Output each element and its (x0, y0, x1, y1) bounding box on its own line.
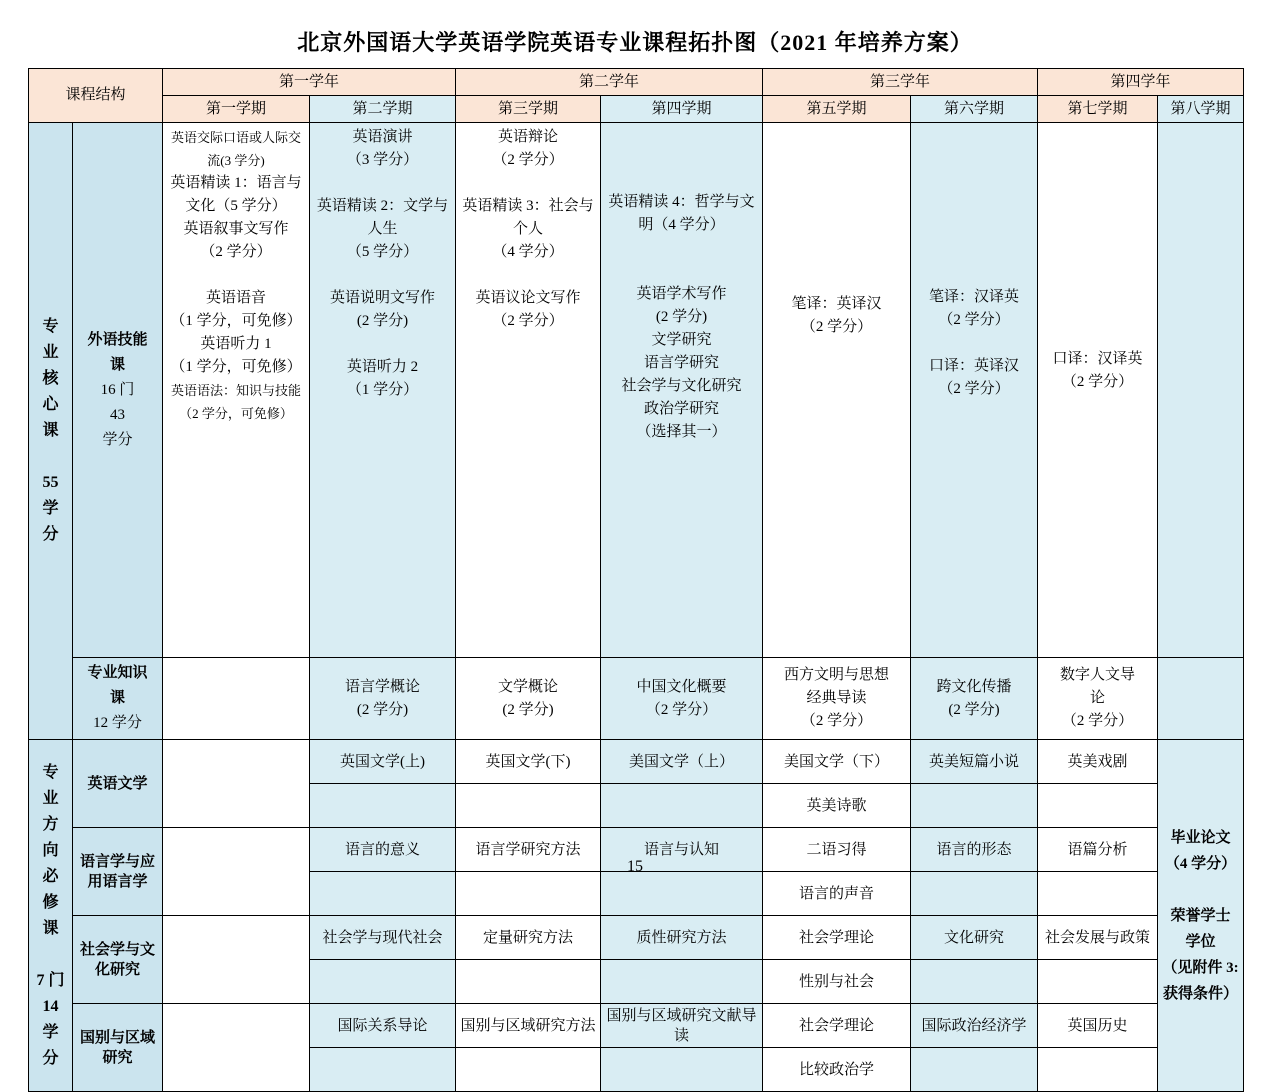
cell-area-r1-sem2: 国际关系导论 (310, 1004, 456, 1048)
cell-knowledge-sem4: 中国文化概要 （2 学分） (601, 658, 763, 740)
curriculum-table (28, 68, 1244, 1092)
cell-skills-sem7: 口译：汉译英 （2 学分） (1038, 123, 1158, 658)
cell-thesis-sem8: 毕业论文 （4 学分） 荣誉学士 学位 （见附件 3: 获得条件） (1158, 740, 1244, 1092)
cell-area-r2-sem4 (601, 1048, 763, 1092)
cell-englit-r1-sem2: 英国文学(上) (310, 740, 456, 784)
direction-row-sociology-1 (29, 916, 1244, 960)
semester-header-6: 第六学期 (911, 96, 1038, 123)
semester-header-3: 第三学期 (456, 96, 601, 123)
group-label-direction-courses: 专 业 方 向 必 修 课 7 门 14 学 分 (29, 740, 73, 1092)
cell-englit-r2-sem2 (310, 784, 456, 828)
cell-ling-r2-sem2 (310, 872, 456, 916)
cell-skills-sem5: 笔译：英译汉 （2 学分） (763, 123, 911, 658)
group-label-core-courses: 专 业 核 心 课 55 学 分 (29, 123, 73, 740)
cell-area-sem1 (163, 1004, 310, 1092)
cell-area-r2-sem3 (456, 1048, 601, 1092)
cell-soc-r2-sem6 (911, 960, 1038, 1004)
direction-row-englit-1 (29, 740, 1244, 784)
cell-area-r1-sem7: 英国历史 (1038, 1004, 1158, 1048)
cell-ling-r2-sem4 (601, 872, 763, 916)
semester-header-7: 第七学期 (1038, 96, 1158, 123)
cell-soc-r2-sem7 (1038, 960, 1158, 1004)
category-linguistics: 语言学与应用语言学 (73, 828, 163, 916)
cell-area-r2-sem2 (310, 1048, 456, 1092)
cell-soc-r1-sem3: 定量研究方法 (456, 916, 601, 960)
semester-header-1: 第一学期 (163, 96, 310, 123)
semester-header-8: 第八学期 (1158, 96, 1244, 123)
cell-area-r2-sem7 (1038, 1048, 1158, 1092)
cell-knowledge-sem1 (163, 658, 310, 740)
direction-row-area-studies-1 (29, 1004, 1244, 1048)
cell-skills-sem4: 英语精读 4：哲学与文明（4 学分） 英语学术写作 (2 学分) 文学研究 语言学研究 社会学与文化研究 政治学研究 （选择其一） (601, 123, 763, 658)
cell-knowledge-sem8 (1158, 658, 1244, 740)
cell-soc-r1-sem2: 社会学与现代社会 (310, 916, 456, 960)
cell-area-r1-sem4: 国别与区域研究文献导读 (601, 1004, 763, 1048)
cell-ling-r2-sem3 (456, 872, 601, 916)
cell-skills-sem8 (1158, 123, 1244, 658)
cell-ling-r2-sem5: 语言的声音 (763, 872, 911, 916)
cell-knowledge-sem3: 文学概论 (2 学分) (456, 658, 601, 740)
cell-ling-r2-sem7 (1038, 872, 1158, 916)
cell-englit-r1-sem3: 英国文学(下) (456, 740, 601, 784)
category-english-literature: 英语文学 (73, 740, 163, 828)
cell-skills-sem3: 英语辩论 （2 学分） 英语精读 3：社会与个人 （4 学分） 英语议论文写作 （2 学分） (456, 123, 601, 658)
cell-area-r1-sem5: 社会学理论 (763, 1004, 911, 1048)
page-title: 北京外国语大学英语学院英语专业课程拓扑图（2021 年培养方案） (297, 30, 973, 55)
cell-area-r2-sem6 (911, 1048, 1038, 1092)
cell-englit-r2-sem3 (456, 784, 601, 828)
cell-area-r2-sem5: 比较政治学 (763, 1048, 911, 1092)
cell-englit-r2-sem7 (1038, 784, 1158, 828)
semester-header-row (29, 96, 1244, 123)
year-header-1: 第一学年 (163, 69, 456, 96)
cell-englit-r2-sem4 (601, 784, 763, 828)
category-area-studies: 国别与区域研究 (73, 1004, 163, 1092)
semester-header-4: 第四学期 (601, 96, 763, 123)
cell-knowledge-sem2: 语言学概论 (2 学分) (310, 658, 456, 740)
cell-soc-r2-sem5: 性别与社会 (763, 960, 911, 1004)
cell-englit-r1-sem5: 美国文学（下） (763, 740, 911, 784)
cell-ling-r1-sem6: 语言的形态 (911, 828, 1038, 872)
year-header-row (29, 69, 1244, 96)
cell-englit-r1-sem6: 英美短篇小说 (911, 740, 1038, 784)
cell-knowledge-sem7: 数字人文导 论 （2 学分） (1038, 658, 1158, 740)
cell-knowledge-sem5: 西方文明与思想 经典导读 （2 学分） (763, 658, 911, 740)
cell-skills-sem6: 笔译：汉译英 （2 学分） 口译：英译汉 （2 学分） (911, 123, 1038, 658)
cell-ling-r2-sem6 (911, 872, 1038, 916)
cell-englit-r1-sem7: 英美戏剧 (1038, 740, 1158, 784)
page-number: 15 (627, 858, 643, 875)
cell-skills-sem2: 英语演讲 （3 学分） 英语精读 2：文学与人生 （5 学分） 英语说明文写作 (2 学分) 英语听力 2 （1 学分） (310, 123, 456, 658)
category-professional-knowledge: 专业知识 课 12 学分 (73, 658, 163, 740)
knowledge-row (29, 658, 1244, 740)
cell-ling-r1-sem7: 语篇分析 (1038, 828, 1158, 872)
cell-englit-r2-sem5: 英美诗歌 (763, 784, 911, 828)
category-foreign-language-skills: 外语技能 课 16 门 43 学分 (73, 123, 163, 658)
cell-ling-r1-sem4: 语言与认知 (601, 828, 763, 872)
cell-englit-r2-sem6 (911, 784, 1038, 828)
cell-soc-r1-sem5: 社会学理论 (763, 916, 911, 960)
skills-row (29, 123, 1244, 658)
cell-englit-sem1 (163, 740, 310, 828)
cell-soc-r1-sem4: 质性研究方法 (601, 916, 763, 960)
cell-ling-r1-sem3: 语言学研究方法 (456, 828, 601, 872)
cell-soc-r2-sem2 (310, 960, 456, 1004)
semester-header-5: 第五学期 (763, 96, 911, 123)
semester-header-2: 第二学期 (310, 96, 456, 123)
cell-knowledge-sem6: 跨文化传播 (2 学分) (911, 658, 1038, 740)
cell-area-r1-sem3: 国别与区域研究方法 (456, 1004, 601, 1048)
cell-ling-r1-sem5: 二语习得 (763, 828, 911, 872)
category-sociology-culture: 社会学与文化研究 (73, 916, 163, 1004)
cell-englit-r1-sem4: 美国文学（上） (601, 740, 763, 784)
year-header-4: 第四学年 (1038, 69, 1244, 96)
cell-skills-sem1: 英语交际口语或人际交流(3 学分) 英语精读 1：语言与文化（5 学分） 英语叙事文写作 （2 学分） 英语语音 （1 学分，可免修） 英语听力 1 （1 学分，可免修） 英语语法：知识与技能 （2 学分，可免修） (163, 123, 310, 658)
cell-area-r1-sem6: 国际政治经济学 (911, 1004, 1038, 1048)
year-header-2: 第二学年 (456, 69, 763, 96)
corner-header: 课程结构 (29, 69, 163, 123)
cell-soc-sem1 (163, 916, 310, 1004)
cell-soc-r2-sem4 (601, 960, 763, 1004)
cell-soc-r1-sem6: 文化研究 (911, 916, 1038, 960)
cell-soc-r1-sem7: 社会发展与政策 (1038, 916, 1158, 960)
year-header-3: 第三学年 (763, 69, 1038, 96)
cell-ling-r1-sem2: 语言的意义 (310, 828, 456, 872)
cell-soc-r2-sem3 (456, 960, 601, 1004)
